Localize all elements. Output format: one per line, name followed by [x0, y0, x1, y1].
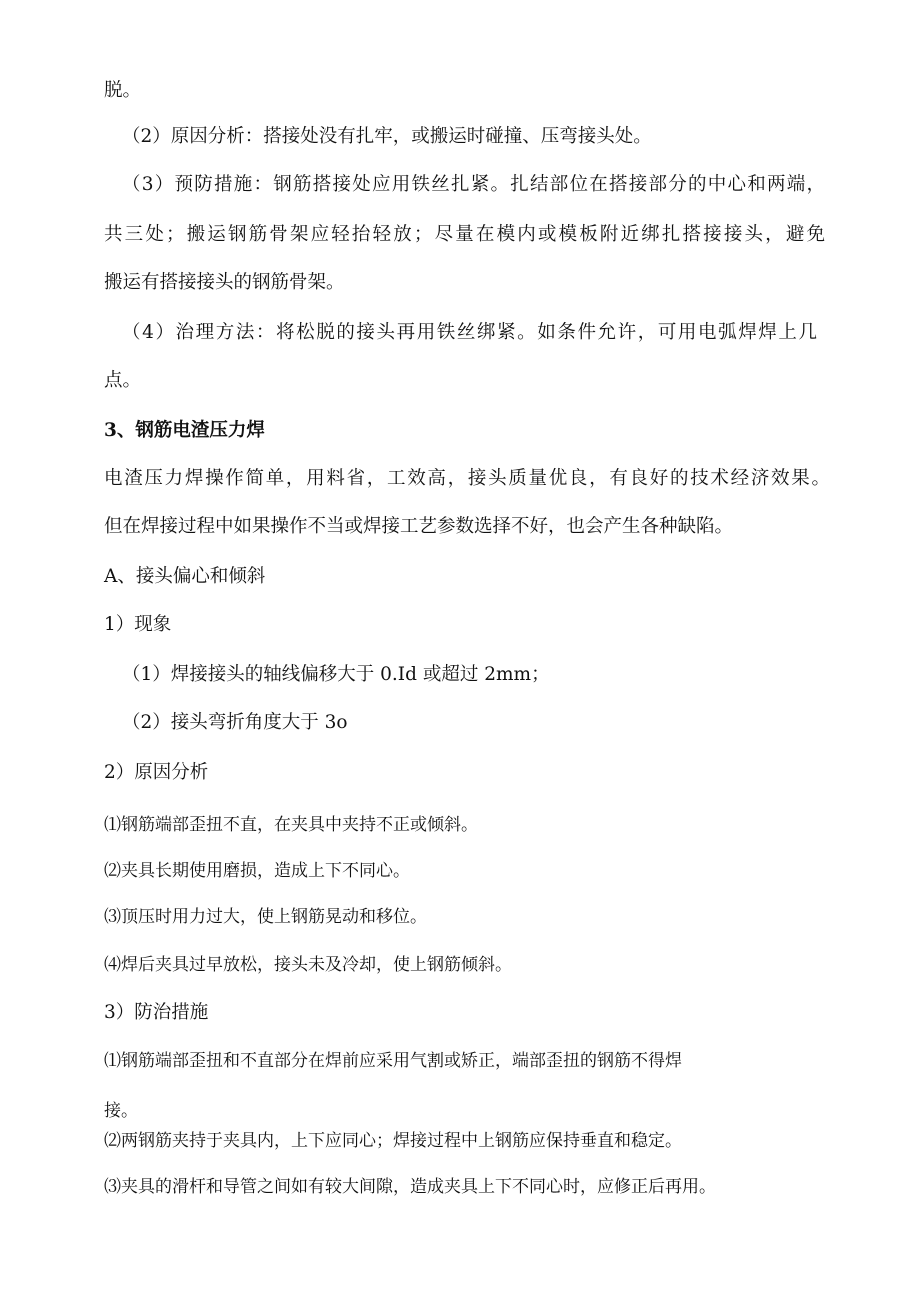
text-line: 但在焊接过程中如果操作不当或焊接工艺参数选择不好，也会产生各种缺陷。 — [104, 516, 734, 537]
text-line: ⑷焊后夹具过早放松，接头未及冷却，使上钢筋倾斜。 — [104, 955, 512, 975]
text-line: 搬运有搭接接头的钢筋骨架。 — [104, 272, 345, 293]
text-line: 接。 — [104, 1101, 138, 1121]
text-line: ⑵两钢筋夹持于夹具内，上下应同心；焊接过程中上钢筋应保持垂直和稳定。 — [104, 1131, 682, 1151]
text-line: （3）预防措施：钢筋搭接处应用铁丝扎紧。扎结部位在搭接部分的中心和两端， — [122, 174, 825, 195]
text-line: 1）现象 — [104, 614, 172, 635]
text-line: ⑵夹具长期使用磨损，造成上下不同心。 — [104, 861, 410, 881]
section-heading: 3、钢筋电渣压力焊 — [104, 420, 265, 441]
text-line: ⑶夹具的滑杆和导管之间如有较大间隙，造成夹具上下不同心时，应修正后再用。 — [104, 1177, 716, 1197]
text-line: （1）焊接接头的轴线偏移大于 0.Id 或超过 2mm； — [122, 664, 550, 685]
text-line: 共三处；搬运钢筋骨架应轻抬轻放；尽量在模内或模板附近绑扎搭接接头，避免 — [104, 224, 825, 245]
text-line: （2）原因分析：搭接处没有扎牢，或搬运时碰撞、压弯接头处。 — [122, 126, 652, 147]
text-line: 3）防治措施 — [104, 1002, 209, 1023]
text-line: （2）接头弯折角度大于 3o — [122, 712, 348, 733]
text-line: 脱。 — [104, 80, 142, 101]
text-line: ⑶顶压时用力过大，使上钢筋晃动和移位。 — [104, 907, 427, 927]
subsection-heading: A、接头偏心和倾斜 — [104, 566, 266, 587]
text-line: ⑴钢筋端部歪扭不直，在夹具中夹持不正或倾斜。 — [104, 815, 478, 835]
text-line: 2）原因分析 — [104, 762, 209, 783]
text-line: 电渣压力焊操作简单，用料省，工效高，接头质量优良，有良好的技术经济效果。 — [104, 468, 830, 489]
text-line: 点。 — [104, 370, 142, 391]
text-line: ⑴钢筋端部歪扭和不直部分在焊前应采用气割或矫正，端部歪扭的钢筋不得焊 — [104, 1051, 682, 1071]
text-line: （4）治理方法：将松脱的接头再用铁丝绑紧。如条件允许，可用电弧焊焊上几 — [122, 322, 817, 343]
